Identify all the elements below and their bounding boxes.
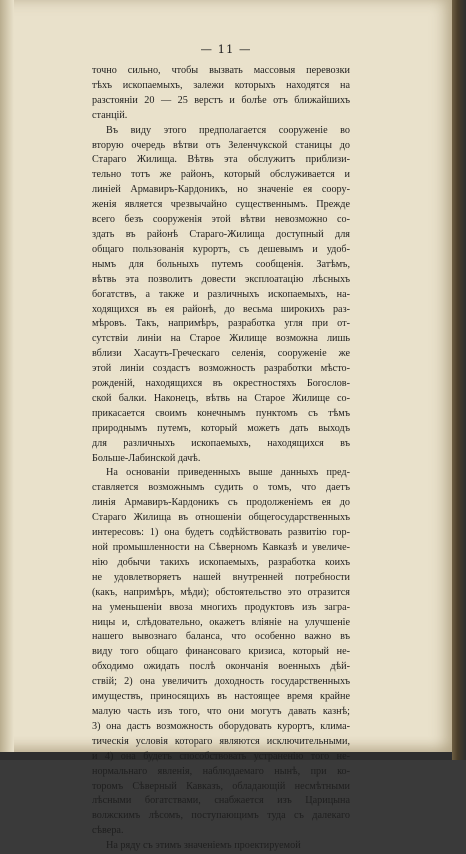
book-edge	[452, 0, 466, 760]
text-line: (какъ, напримѣръ, мѣди); обстоятельство это отразится	[92, 586, 350, 598]
text-line: здать въ районѣ Стараго-Жилища доступный для	[92, 228, 350, 240]
text-line: не удовлетворяетъ нашей внутренней потребности	[92, 571, 350, 583]
text-line: Стараго Жилища. Вѣтвь эта обслужитъ приблизи-	[92, 154, 350, 166]
text-line: линія Армавиръ-Кардоникъ съ продолженіемъ ея до	[92, 497, 350, 509]
paragraph	[92, 466, 350, 839]
text-line: для различныхъ ископаемыхъ, находящихся въ	[92, 437, 350, 449]
text-line: На основаніи приведенныхъ выше данныхъ пред-	[106, 467, 350, 479]
text-line: богатствъ, а также и различныхъ ископаемыхъ, на-	[92, 288, 350, 300]
text-line: Въ виду этого предполагается сооруженіе во	[106, 124, 350, 136]
text-line: ницы и, слѣдовательно, окажетъ вліяніе на улучшеніе	[92, 616, 350, 628]
text-line: сѣвера.	[92, 825, 124, 837]
text-line: женія является чрезвычайно существеннымъ. Прежде	[92, 199, 350, 211]
text-line: 3) она дастъ возможность оборудовать курортъ, клима-	[92, 720, 350, 732]
text-line: виду того общаго финансоваго кризиса, который не-	[92, 646, 350, 658]
text-line: станцій.	[92, 109, 128, 121]
text-line: обходимо ожидать послѣ окончанія военныхъ дѣй-	[92, 661, 350, 673]
text-line: ной промышленности на Сѣверномъ Кавказѣ и увеличе-	[92, 542, 350, 553]
text-line: вторую очередь вѣтви отъ Зеленчукской станицы до	[92, 139, 350, 151]
text-line: и 4) она будетъ способствовать устраненію того не-	[92, 750, 350, 762]
text-line: тѣхъ ископаемыхъ, залежи которыхъ находятся на	[92, 79, 350, 91]
text-line: Больше-Лабинской дачѣ.	[92, 452, 201, 464]
text-line: вблизи Хасаутъ-Греческаго селенія, сооруженіе же	[92, 348, 350, 360]
page-body-text	[92, 64, 350, 854]
text-line: всего безъ сооруженія этой вѣтви невозможно со-	[92, 214, 350, 226]
page-gutter	[0, 0, 14, 752]
text-line: рожденій, находящихся въ окрестностяхъ Богослов-	[92, 378, 350, 390]
text-line: Стараго Жилища въ отношеніи общегосударственныхъ	[92, 512, 350, 524]
text-line: На ряду съ этимъ значеніемъ проектируемой	[106, 840, 301, 852]
text-line: нашего вывознаго баланса, что особенно важно въ	[92, 631, 350, 643]
text-line: нію добычи такихъ ископаемыхъ, разработка коихъ	[92, 556, 350, 568]
text-line: этой линіи создастъ возможность разработки мѣсто-	[92, 363, 350, 375]
text-line: ской балки. Наконецъ, вѣтвь на Старое Жилище со-	[92, 392, 350, 404]
text-line: нормальнаго явленія, наблюдаемаго нынѣ, при ко-	[92, 765, 350, 777]
text-line: природнымъ путемъ, который можетъ дать выходъ	[92, 422, 350, 434]
text-line: имуществъ, приносящихъ въ настоящее время крайне	[92, 691, 350, 703]
paragraph	[92, 64, 350, 124]
text-line: вѣтвь эта позволитъ довести эксплоатацію лѣсныхъ	[92, 273, 350, 285]
text-line: на уменьшеніи ввоза многихъ продуктовъ изъ загра-	[92, 601, 350, 613]
text-line: прикасается своимъ конечнымъ пунктомъ съ тѣмъ	[92, 407, 350, 419]
text-line: малую часть изъ того, что они могутъ давать казнѣ;	[92, 705, 350, 717]
text-line: ставляется возможнымъ судить о томъ, что даетъ	[92, 482, 350, 494]
text-line: лѣсными богатствами, снабжается изъ Царицына	[92, 795, 350, 807]
text-line: разстояніи 20 — 25 верстъ и болѣе отъ ближайшихъ	[92, 94, 350, 106]
text-line: общаго пользованія курортъ, съ дешевымъ и удоб-	[92, 243, 350, 255]
text-line: сутствіи линіи на Старое Жилище возможна лишь	[92, 333, 350, 345]
text-line: интересовъ: 1) она будетъ содѣйствовать развитію гор-	[92, 527, 350, 539]
text-line: ствій; 2) она увеличитъ доходность государственныхъ	[92, 676, 350, 688]
text-line: тическія условія котораго являются исключительными,	[92, 735, 350, 747]
paragraph	[92, 839, 350, 854]
text-line: линіей Армавиръ-Кардоникъ, но значеніе ея соору-	[92, 184, 350, 196]
text-line: тельно тотъ же районъ, который обслуживается и	[92, 169, 350, 181]
text-line: точно сильно, чтобы вызвать массовыя перевозки	[92, 65, 350, 76]
paragraph	[92, 124, 350, 467]
text-line: мѣровъ. Такъ, напримѣръ, разработка угля при от-	[92, 318, 350, 330]
text-line: торомъ Сѣверный Кавказъ, обладающій несмѣтными	[92, 780, 350, 792]
text-line: волжскимъ лѣсомъ, поступающимъ туда съ далекаго	[92, 810, 350, 822]
page-number: — 11 —	[200, 42, 252, 56]
text-line: ходящихся въ ея районѣ, до весьма широкихъ раз-	[92, 303, 350, 315]
text-line: нымъ для больныхъ путемъ сообщенія. Затѣмъ,	[92, 258, 350, 270]
